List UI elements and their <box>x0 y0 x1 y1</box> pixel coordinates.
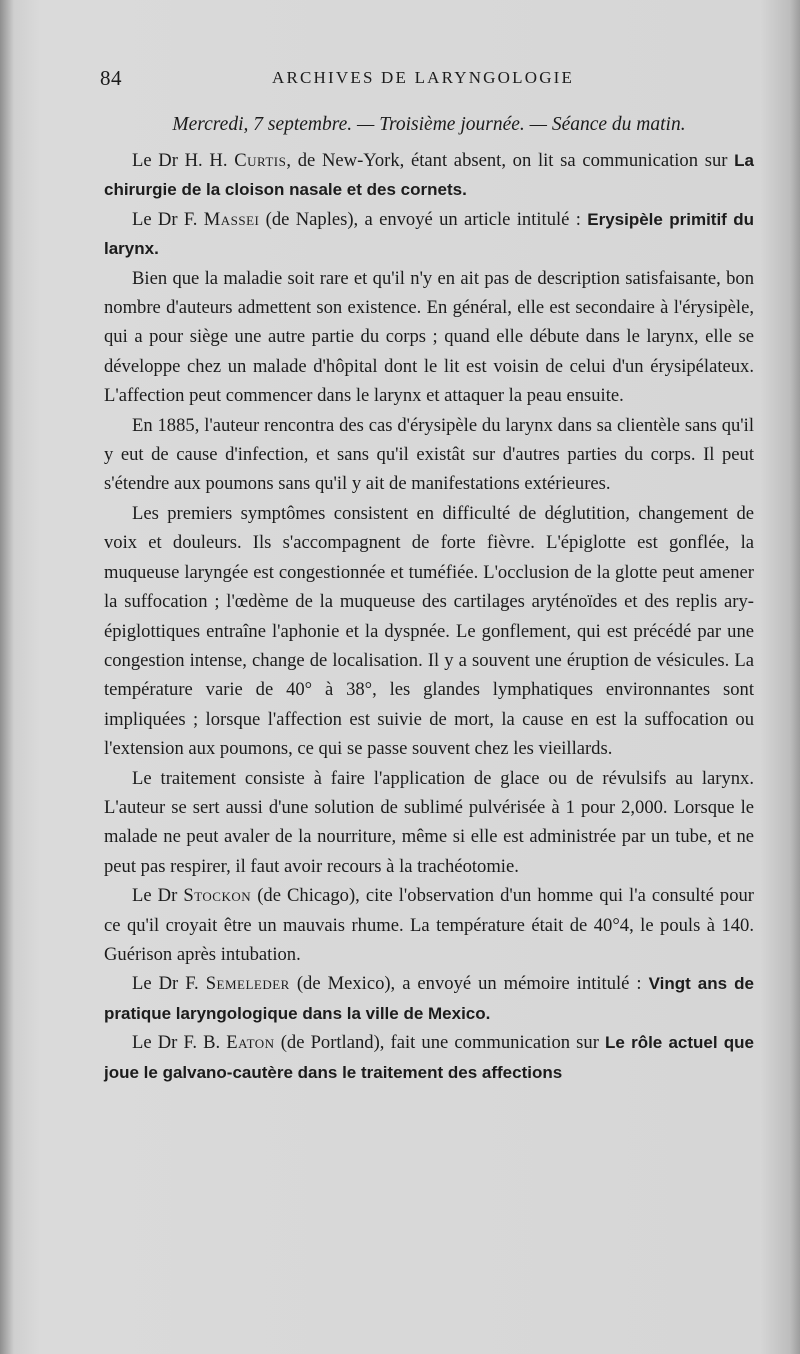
author-name: Massei <box>203 208 260 230</box>
communication-title: Le rôle actuel que joue le galvano-cautère dans le traitement des affections <box>104 1033 755 1082</box>
paragraph-eaton: Le Dr F. B. Eaton (de Portland), fait une communication sur Le rôle actuel que joue le galvano-cautère dans le traitement des affections <box>104 1032 755 1082</box>
article-title: Erysipèle primitif du larynx. <box>104 209 754 259</box>
session-dateline: Mercredi, 7 septembre. — Troisième journée. — Séance du matin. <box>172 114 686 135</box>
paragraph-treatment: Le traitement consiste à faire l'application de glace ou de révulsifs au larynx. L'auteur se sert aussi d'une solution de sublimé pulvérisée à 1 pour 2,000. Lorsque le malade ne peut avaler de la nourriture, même si elle est administrée par un tube, et ne peut pas respirer, il faut avoir recours à la trachéotomie. <box>104 767 754 877</box>
paragraph-massei: Le Dr F. Massei (de Naples), a envoyé un article intitulé : Erysipèle primitif du larynx. <box>104 208 754 259</box>
paragraph-symptoms: Les premiers symptômes consistent en difficulté de déglutition, changement de voix et douleurs. Ils s'accompagnent de forte fièvre. L'épiglotte est gonflée, la muqueuse laryngée est congestionnée et tuméfiée. L'occlusion de la glotte peut amener la suffocation ; l'œdème de la muqueuse des cartilages aryténoïdes et des replis ary-épiglottiques entraîne l'aphonie et la dyspnée. Le gonflement, qui est précédé par une congestion intense, change de localisation. Il y a souvent une éruption de vésicules. La température varie de 40° à 38°, les glandes lymphatiques environnantes sont impliquées ; lorsque l'affection est suivie de mort, la cause en est la suffocation ou l'extension aux poumons, ce qui se passe souvent chez les vieillards. <box>104 502 754 760</box>
author-name: Stockon <box>183 885 252 907</box>
paragraph-1885: En 1885, l'auteur rencontra des cas d'érysipèle du larynx dans sa clientèle sans qu'il y eut de cause d'infection, et sans qu'il existât sur d'autres parties du corps. Il peut s'étendre aux poumons sans qu'il y ait de manifestations extérieures. <box>104 414 754 495</box>
author-name: Semeleder <box>205 973 290 995</box>
paragraph-semeleder: Le Dr F. Semeleder (de Mexico), a envoyé un mémoire intitulé : Vingt ans de pratique laryngologique dans la ville de Mexico. <box>104 973 754 1023</box>
memoir-title: Vingt ans de pratique laryngologique dans la ville de Mexico. <box>104 974 754 1023</box>
paragraph-curtis: Le Dr H. H. Curtis, de New-York, étant absent, on lit sa communication sur La chirurgie de la cloison nasale et des cornets. <box>104 150 754 200</box>
communication-title: La chirurgie de la cloison nasale et des cornets. <box>104 151 754 200</box>
page-header <box>100 66 760 98</box>
running-head: ARCHIVES DE LARYNGOLOGIE <box>272 68 575 87</box>
author-name: Curtis <box>234 150 287 171</box>
paragraph-stockon: Le Dr Stockon (de Chicago), cite l'observation d'un homme qui l'a consulté pour ce qu'il croyait être un mauvais rhume. La température était de 40°4, le pouls à 140. Guérison après intubation. <box>104 885 754 965</box>
body-text <box>104 112 754 1087</box>
paragraph-description: Bien que la maladie soit rare et qu'il n'y en ait pas de description satisfaisante, bon nombre d'auteurs admettent son existence. En général, elle est secondaire à l'érysipèle, qui a pour siège une autre partie du corps ; quand elle débute dans le larynx, elle se développe chez un malade d'hôpital dont le lit est voisin de celui d'un érysipélateux. L'affection peut commencer dans le larynx et attaquer la peau ensuite. <box>104 267 754 407</box>
page-number: 84 <box>100 66 122 90</box>
author-name: Eaton <box>226 1032 275 1054</box>
